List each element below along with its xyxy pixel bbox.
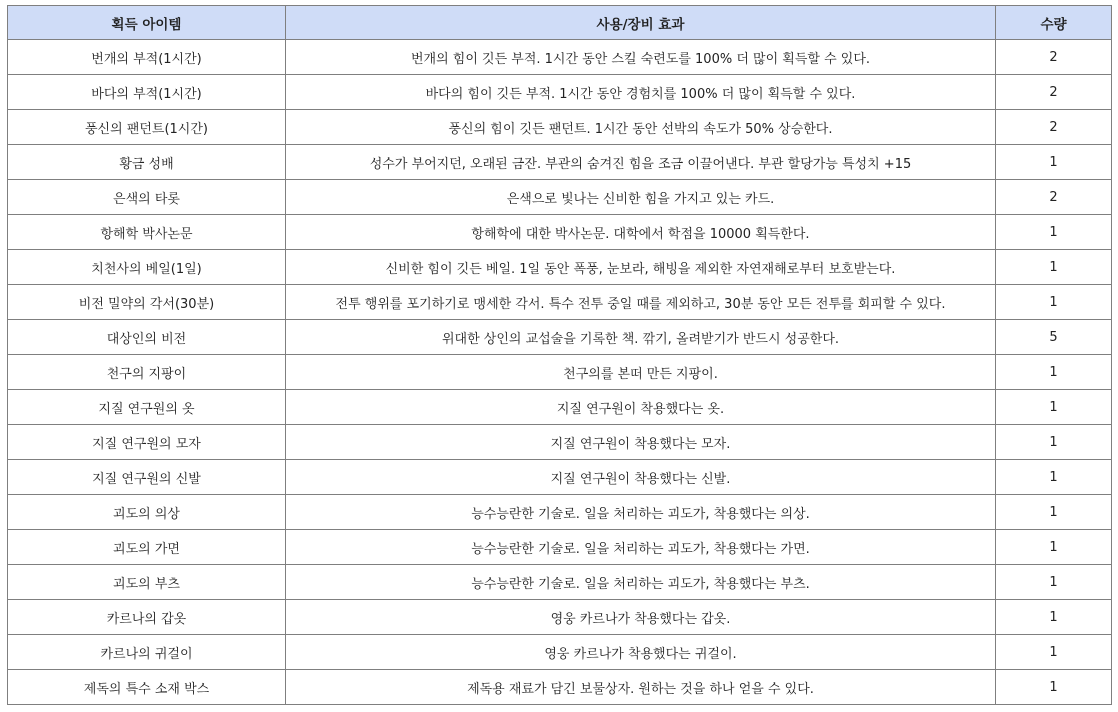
table-row	[8, 600, 1112, 635]
item-effect-cell: 번개의 힘이 깃든 부적. 1시간 동안 스킬 숙련도를 100% 더 많이 획득할 수 있다.	[286, 40, 996, 75]
table-row	[8, 75, 1112, 110]
item-effect-cell: 전투 행위를 포기하기로 맹세한 각서. 특수 전투 중일 때를 제외하고, 30분 동안 모든 전투를 회피할 수 있다.	[286, 285, 996, 320]
item-name-cell: 은색의 타롯	[8, 180, 286, 215]
table-row	[8, 425, 1112, 460]
item-name-cell: 괴도의 의상	[8, 495, 286, 530]
item-name-cell: 지질 연구원의 모자	[8, 425, 286, 460]
table-row	[8, 180, 1112, 215]
table-row	[8, 250, 1112, 285]
item-qty-cell: 1	[996, 145, 1112, 180]
item-effect-cell: 지질 연구원이 착용했다는 옷.	[286, 390, 996, 425]
item-name-cell: 바다의 부적(1시간)	[8, 75, 286, 110]
table-row	[8, 40, 1112, 75]
item-qty-cell: 1	[996, 635, 1112, 670]
table-row	[8, 495, 1112, 530]
item-rewards-table	[7, 5, 1112, 705]
item-qty-cell: 1	[996, 565, 1112, 600]
item-effect-cell: 항해학에 대한 박사논문. 대학에서 학점을 10000 획득한다.	[286, 215, 996, 250]
item-name-cell: 괴도의 가면	[8, 530, 286, 565]
item-name-cell: 번개의 부적(1시간)	[8, 40, 286, 75]
table-header	[8, 6, 1112, 40]
item-qty-cell: 1	[996, 495, 1112, 530]
table-row	[8, 285, 1112, 320]
item-name-cell: 카르나의 갑옷	[8, 600, 286, 635]
item-qty-cell: 1	[996, 215, 1112, 250]
table-row	[8, 215, 1112, 250]
table-row	[8, 460, 1112, 495]
item-qty-cell: 1	[996, 250, 1112, 285]
item-qty-cell: 2	[996, 110, 1112, 145]
item-effect-cell: 제독용 재료가 담긴 보물상자. 원하는 것을 하나 얻을 수 있다.	[286, 670, 996, 705]
table-row	[8, 635, 1112, 670]
table-row	[8, 320, 1112, 355]
item-name-cell: 치천사의 베일(1일)	[8, 250, 286, 285]
header-row	[8, 6, 1112, 40]
table-row	[8, 670, 1112, 705]
item-effect-cell: 은색으로 빛나는 신비한 힘을 가지고 있는 카드.	[286, 180, 996, 215]
item-name-cell: 괴도의 부츠	[8, 565, 286, 600]
item-effect-cell: 바다의 힘이 깃든 부적. 1시간 동안 경험치를 100% 더 많이 획득할 수 있다.	[286, 75, 996, 110]
item-name-cell: 풍신의 팬던트(1시간)	[8, 110, 286, 145]
item-name-cell: 지질 연구원의 신발	[8, 460, 286, 495]
item-name-cell: 천구의 지팡이	[8, 355, 286, 390]
item-effect-cell: 지질 연구원이 착용했다는 신발.	[286, 460, 996, 495]
item-effect-cell: 영웅 카르나가 착용했다는 갑옷.	[286, 600, 996, 635]
table-row	[8, 110, 1112, 145]
table-row	[8, 145, 1112, 180]
item-effect-cell: 능수능란한 기술로. 일을 처리하는 괴도가, 착용했다는 의상.	[286, 495, 996, 530]
header-effect: 사용/장비 효과	[286, 6, 996, 40]
item-effect-cell: 성수가 부어지던, 오래된 금잔. 부관의 숨겨진 힘을 조금 이끌어낸다. 부관 할당가능 특성치 +15	[286, 145, 996, 180]
table-row	[8, 530, 1112, 565]
item-effect-cell: 천구의를 본떠 만든 지팡이.	[286, 355, 996, 390]
table-body	[8, 40, 1112, 705]
item-qty-cell: 1	[996, 425, 1112, 460]
header-qty: 수량	[996, 6, 1112, 40]
item-name-cell: 항해학 박사논문	[8, 215, 286, 250]
item-name-cell: 대상인의 비전	[8, 320, 286, 355]
item-effect-cell: 능수능란한 기술로. 일을 처리하는 괴도가, 착용했다는 가면.	[286, 530, 996, 565]
table-row	[8, 565, 1112, 600]
header-item: 획득 아이템	[8, 6, 286, 40]
item-qty-cell: 1	[996, 530, 1112, 565]
item-qty-cell: 1	[996, 390, 1112, 425]
item-name-cell: 지질 연구원의 옷	[8, 390, 286, 425]
item-effect-cell: 영웅 카르나가 착용했다는 귀걸이.	[286, 635, 996, 670]
item-qty-cell: 1	[996, 600, 1112, 635]
item-qty-cell: 1	[996, 670, 1112, 705]
item-qty-cell: 1	[996, 460, 1112, 495]
item-table-container	[7, 5, 1112, 705]
item-qty-cell: 1	[996, 285, 1112, 320]
item-effect-cell: 위대한 상인의 교섭술을 기록한 책. 깎기, 올려받기가 반드시 성공한다.	[286, 320, 996, 355]
item-qty-cell: 2	[996, 180, 1112, 215]
item-qty-cell: 2	[996, 40, 1112, 75]
item-qty-cell: 2	[996, 75, 1112, 110]
item-effect-cell: 능수능란한 기술로. 일을 처리하는 괴도가, 착용했다는 부츠.	[286, 565, 996, 600]
item-effect-cell: 풍신의 힘이 깃든 팬던트. 1시간 동안 선박의 속도가 50% 상승한다.	[286, 110, 996, 145]
item-effect-cell: 신비한 힘이 깃든 베일. 1일 동안 폭풍, 눈보라, 해빙을 제외한 자연재해로부터 보호받는다.	[286, 250, 996, 285]
table-row	[8, 355, 1112, 390]
item-name-cell: 제독의 특수 소재 박스	[8, 670, 286, 705]
table-row	[8, 390, 1112, 425]
item-effect-cell: 지질 연구원이 착용했다는 모자.	[286, 425, 996, 460]
item-name-cell: 황금 성배	[8, 145, 286, 180]
item-qty-cell: 1	[996, 355, 1112, 390]
item-qty-cell: 5	[996, 320, 1112, 355]
item-name-cell: 비전 밀약의 각서(30분)	[8, 285, 286, 320]
item-name-cell: 카르나의 귀걸이	[8, 635, 286, 670]
